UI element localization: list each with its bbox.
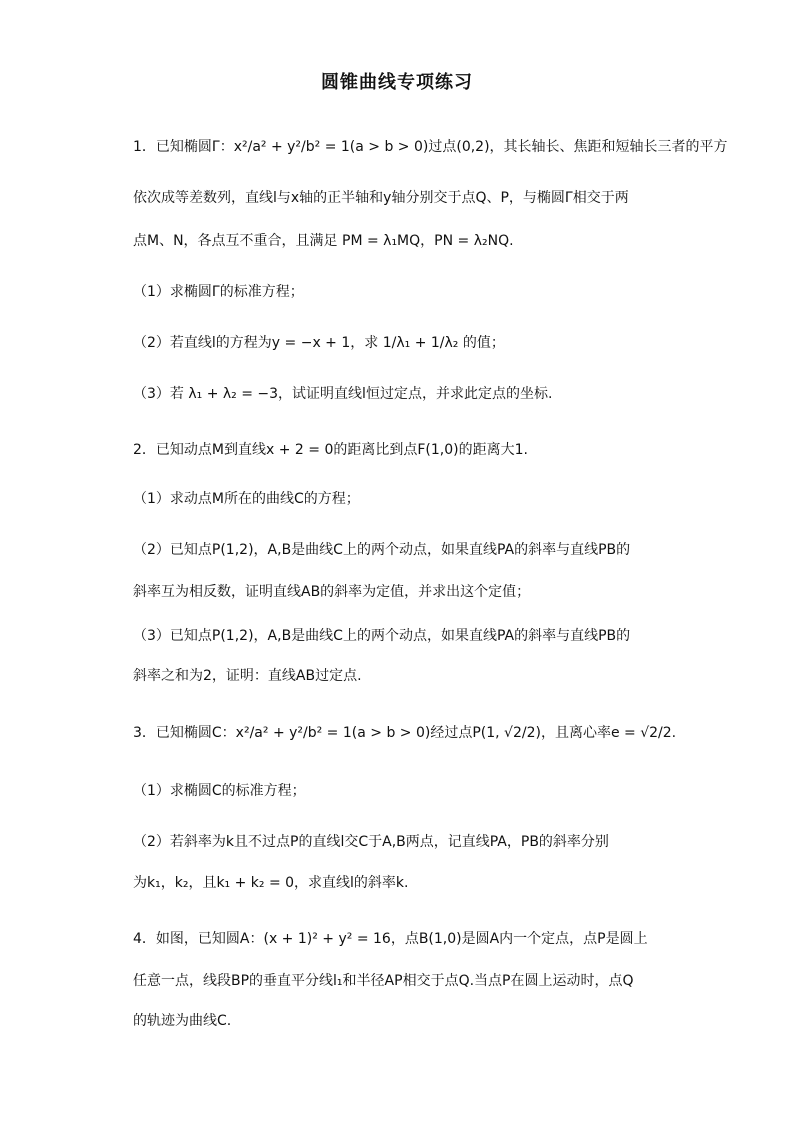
problem-1-line-2: 依次成等差数列，直线l与x轴的正半轴和y轴分别交于点Q、P，与椭圆Γ相交于两: [133, 190, 629, 206]
problem-4-line-3: 的轨迹为曲线C.: [133, 1013, 232, 1029]
problem-3-line-1: 3．已知椭圆C：x²/a² + y²/b² = 1(a > b > 0)经过点P(1, √2/2)，且离心率e = √2/2.: [133, 725, 677, 741]
problem-1-line-3: 点M、N，各点互不重合，且满足 PM = λ₁MQ，PN = λ₂NQ.: [133, 233, 514, 249]
problem-4-line-2: 任意一点，线段BP的垂直平分线l₁和半径AP相交于点Q.当点P在圆上运动时，点Q: [133, 973, 634, 989]
problem-1-part-1: （1）求椭圆Γ的标准方程；: [133, 284, 304, 300]
problem-1-part-2: （2）若直线l的方程为y = −x + 1，求 1/λ₁ + 1/λ₂ 的值；: [133, 335, 505, 351]
problem-2-line-1: 2．已知动点M到直线x + 2 = 0的距离比到点F(1,0)的距离大1.: [133, 442, 528, 458]
problem-1-part-3: （3）若 λ₁ + λ₂ = −3，试证明直线l恒过定点，并求此定点的坐标.: [133, 386, 553, 402]
problem-3-part-2-line-1: （2）若斜率为k且不过点P的直线l交C于A,B两点，记直线PA，PB的斜率分别: [133, 834, 609, 850]
problem-2-part-2-line-1: （2）已知点P(1,2)，A,B是曲线C上的两个动点，如果直线PA的斜率与直线PB的: [133, 542, 631, 558]
problem-2-part-3-line-2: 斜率之和为2，证明：直线AB过定点.: [133, 668, 362, 684]
problem-2-part-3-line-1: （3）已知点P(1,2)，A,B是曲线C上的两个动点，如果直线PA的斜率与直线PB的: [133, 628, 631, 644]
document-title: 圆锥曲线专项练习: [321, 72, 473, 93]
problem-1-line-1: 1．已知椭圆Γ：x²/a² + y²/b² = 1(a > b > 0)过点(0,2)，其长轴长、焦距和短轴长三者的平方: [133, 139, 728, 155]
problem-3-part-2-line-2: 为k₁，k₂，且k₁ + k₂ = 0，求直线l的斜率k.: [133, 875, 409, 891]
problem-2-part-2-line-2: 斜率互为相反数，证明直线AB的斜率为定值，并求出这个定值；: [133, 584, 531, 600]
problem-4-line-1: 4．如图，已知圆A：(x + 1)² + y² = 16，点B(1,0)是圆A内一个定点，点P是圆上: [133, 931, 648, 947]
problem-3-part-1: （1）求椭圆C的标准方程；: [133, 783, 306, 799]
problem-2-part-1: （1）求动点M所在的曲线C的方程；: [133, 491, 360, 507]
